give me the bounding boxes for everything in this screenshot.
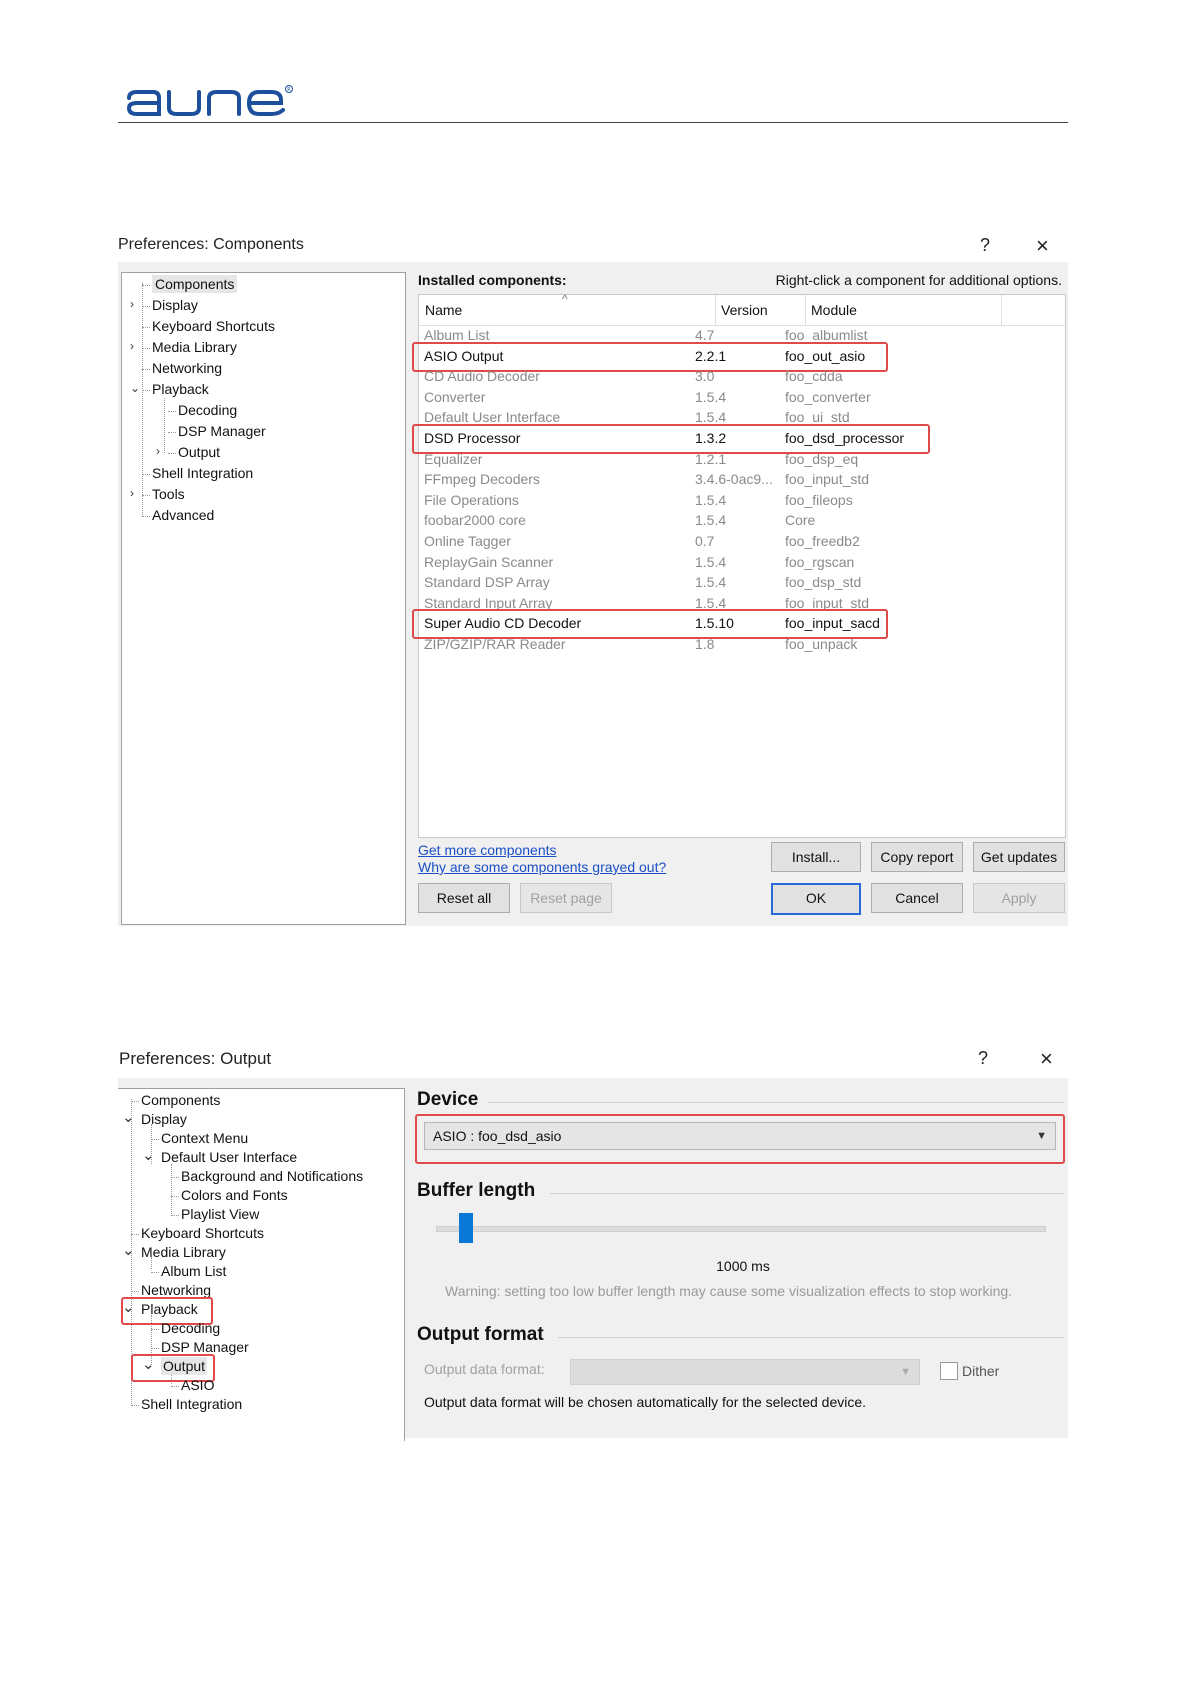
table-row[interactable] <box>419 448 1009 470</box>
get-updates-button[interactable]: Get updates <box>973 842 1065 872</box>
tree-item-dsp-manager[interactable]: DSP Manager <box>161 1339 249 1355</box>
tree-guide <box>142 390 150 391</box>
close-icon[interactable]: × <box>1040 1046 1053 1071</box>
tree-guide <box>168 453 176 454</box>
tree-item-networking[interactable]: Networking <box>152 360 223 376</box>
cell-name: Online Tagger <box>424 533 511 549</box>
cell-version: 1.5.4 <box>695 594 727 611</box>
close-icon[interactable]: × <box>1036 233 1049 258</box>
chevron-down-icon[interactable]: ⌄ <box>130 381 141 395</box>
help-icon[interactable]: ? <box>980 235 991 255</box>
output-format-note: Output data format will be chosen automatically for the selected device. <box>424 1394 867 1410</box>
cell-name: ASIO Output <box>424 347 504 364</box>
table-row[interactable] <box>419 489 1009 511</box>
column-version[interactable]: Version <box>715 295 806 325</box>
tree-item-shell-integration[interactable]: Shell Integration <box>152 465 254 481</box>
tree-guide <box>171 1177 179 1178</box>
device-select-value: ASIO : foo_dsd_asio <box>433 1128 562 1144</box>
tree-guide <box>142 285 150 286</box>
help-icon[interactable]: ? <box>978 1048 989 1068</box>
tree-item-components[interactable]: Components <box>141 1092 221 1108</box>
tree-guide <box>171 1386 179 1387</box>
aune-logo <box>125 84 295 120</box>
cell-version: 1.8 <box>695 636 715 652</box>
table-row[interactable] <box>419 365 1009 387</box>
tree-guide <box>131 1101 139 1102</box>
cell-module: foo_cdda <box>785 368 843 385</box>
cell-module: foo_dsp_std <box>785 574 862 591</box>
cell-version: 1.5.4 <box>695 491 727 508</box>
cell-module: foo_input_std <box>785 594 870 611</box>
cell-version: 4.7 <box>695 327 715 343</box>
tree-item-tools[interactable]: Tools <box>152 486 185 502</box>
table-row[interactable] <box>419 509 1009 531</box>
chevron-down-icon: ▼ <box>1036 1130 1047 1142</box>
cell-module: Core <box>785 512 816 529</box>
tree-item-playlist-view[interactable]: Playlist View <box>181 1206 260 1222</box>
cell-name: CD Audio Decoder <box>424 368 540 385</box>
tree-item-networking[interactable]: Networking <box>141 1282 212 1298</box>
cell-name: Default User Interface <box>424 409 561 426</box>
tree-guide <box>142 306 150 307</box>
dither-checkbox[interactable] <box>940 1362 958 1380</box>
cell-version: 1.2.1 <box>695 450 727 467</box>
cell-version: 1.5.4 <box>695 512 727 529</box>
output-format-heading: Output format <box>417 1324 544 1345</box>
cell-module: foo_dsp_eq <box>785 450 859 467</box>
buffer-slider-track[interactable] <box>436 1226 1046 1232</box>
tree-item-decoding[interactable]: Decoding <box>178 402 238 418</box>
cell-version: 1.5.4 <box>695 574 727 591</box>
tree-guide <box>168 411 176 412</box>
tree-item-shell-integration[interactable]: Shell Integration <box>141 1396 243 1412</box>
install-button[interactable]: Install... <box>771 842 861 872</box>
cell-module: foo_converter <box>785 388 871 405</box>
tree-item-dsp-manager[interactable]: DSP Manager <box>178 423 266 439</box>
tree-guide <box>142 283 143 515</box>
grayed-out-help-link[interactable]: Why are some components grayed out? <box>418 859 667 875</box>
chevron-right-icon[interactable]: › <box>130 297 134 311</box>
cell-module: foo_unpack <box>785 636 858 652</box>
cell-name: DSD Processor <box>424 430 521 446</box>
chevron-down-icon: ▼ <box>900 1366 911 1378</box>
reset-page-button: Reset page <box>520 883 612 913</box>
cell-name: FFmpeg Decoders <box>424 471 540 488</box>
sort-ascending-icon: ^ <box>562 292 568 306</box>
tree-guide <box>171 1196 179 1197</box>
cancel-button[interactable]: Cancel <box>871 883 963 913</box>
tree-guide <box>151 1329 159 1330</box>
dither-label: Dither <box>962 1363 1000 1379</box>
tree-item-media-library[interactable]: Media Library <box>152 339 237 355</box>
preferences-tree <box>121 272 406 925</box>
tree-item-context-menu[interactable]: Context Menu <box>161 1130 249 1146</box>
table-row[interactable] <box>419 551 1009 573</box>
format-divider <box>558 1337 1064 1338</box>
tree-guide <box>171 1215 179 1216</box>
tree-item-playback[interactable]: Playback <box>141 1301 198 1317</box>
components-list[interactable] <box>418 294 1066 838</box>
chevron-right-icon[interactable]: › <box>130 339 134 353</box>
apply-button: Apply <box>973 883 1065 913</box>
cell-name: ReplayGain Scanner <box>424 553 554 570</box>
cell-version: 1.5.4 <box>695 553 727 570</box>
tree-item-asio[interactable]: ASIO <box>181 1377 215 1393</box>
table-row[interactable] <box>419 530 1009 552</box>
cell-module: foo_ui_std <box>785 409 850 426</box>
chevron-down-icon[interactable]: ⌄ <box>122 1109 135 1126</box>
tree-guide <box>171 1164 172 1214</box>
tree-item-output[interactable]: Output <box>178 444 221 460</box>
column-module[interactable]: Module <box>805 295 1002 325</box>
table-row[interactable] <box>419 386 1009 408</box>
output-panel <box>118 1078 1068 1438</box>
table-row[interactable] <box>419 571 1009 593</box>
tree-item-decoding[interactable]: Decoding <box>161 1320 221 1336</box>
cell-name: Standard Input Array <box>424 594 553 611</box>
device-divider <box>488 1102 1064 1103</box>
device-heading: Device <box>417 1089 479 1110</box>
cell-module: foo_dsd_processor <box>785 430 905 446</box>
cell-version: 1.5.4 <box>695 388 727 405</box>
get-more-components-link[interactable]: Get more components <box>418 842 557 858</box>
cell-name: foobar2000 core <box>424 512 526 529</box>
chevron-down-icon[interactable]: ⌄ <box>122 1299 135 1316</box>
tree-item-components[interactable]: Components <box>152 275 237 293</box>
tree-item-keyboard-shortcuts[interactable]: Keyboard Shortcuts <box>152 318 275 334</box>
installed-components-label: Installed components: <box>418 272 567 288</box>
cell-module: foo_freedb2 <box>785 533 860 549</box>
cell-module: foo_input_sacd <box>785 615 880 632</box>
tree-guide <box>164 398 165 453</box>
tree-item-background-and-notifications[interactable]: Background and Notifications <box>181 1168 364 1184</box>
chevron-right-icon[interactable]: › <box>130 486 134 500</box>
tree-guide <box>142 327 150 328</box>
buffer-slider-thumb[interactable] <box>459 1213 473 1243</box>
tree-guide <box>142 516 150 517</box>
output-window-title: Preferences: Output <box>119 1049 272 1068</box>
chevron-down-icon[interactable]: ⌄ <box>122 1242 135 1259</box>
tree-item-keyboard-shortcuts[interactable]: Keyboard Shortcuts <box>141 1225 264 1241</box>
buffer-length-heading: Buffer length <box>417 1180 536 1201</box>
tree-item-display[interactable]: Display <box>152 297 198 313</box>
buffer-warning: Warning: setting too low buffer length may cause some visualization effects to stop working. <box>445 1283 1013 1299</box>
device-select[interactable] <box>424 1122 1056 1150</box>
tree-item-output[interactable]: Output <box>163 1358 206 1374</box>
copy-report-button[interactable]: Copy report <box>871 842 963 872</box>
cell-module: foo_out_asio <box>785 347 866 364</box>
cell-name: Super Audio CD Decoder <box>424 615 582 632</box>
tree-item-playback[interactable]: Playback <box>152 381 209 397</box>
tree-item-default-user-interface[interactable]: Default User Interface <box>161 1149 298 1165</box>
tree-item-colors-and-fonts[interactable]: Colors and Fonts <box>181 1187 288 1203</box>
cell-module: foo_input_std <box>785 471 870 488</box>
cell-module: foo_rgscan <box>785 553 855 570</box>
tree-guide <box>151 1139 159 1140</box>
cell-name: ZIP/GZIP/RAR Reader <box>424 636 566 652</box>
tree-guide <box>142 495 150 496</box>
cell-module: foo_fileops <box>785 491 853 508</box>
list-header <box>419 292 1065 326</box>
tree-item-display[interactable]: Display <box>141 1111 187 1127</box>
tree-guide <box>142 348 150 349</box>
cell-name: File Operations <box>424 491 519 508</box>
chevron-right-icon[interactable]: › <box>156 444 160 458</box>
buffer-divider <box>550 1193 1064 1194</box>
table-row[interactable] <box>419 633 1009 655</box>
output-data-format-label: Output data format: <box>424 1361 545 1377</box>
header-rule <box>118 122 1068 123</box>
ok-button[interactable]: OK <box>771 883 861 915</box>
components-hint: Right-click a component for additional options. <box>775 272 1062 288</box>
tree-guide <box>142 474 150 475</box>
tree-guide <box>151 1348 159 1349</box>
cell-version: 0.7 <box>695 533 715 549</box>
cell-name: Converter <box>424 388 486 405</box>
column-name[interactable]: Name <box>419 295 716 325</box>
components-panel <box>118 262 1068 926</box>
svg-text:R: R <box>287 87 291 94</box>
chevron-down-icon[interactable]: ⌄ <box>142 1356 155 1373</box>
table-row[interactable] <box>419 468 1009 490</box>
cell-name: Album List <box>424 327 490 343</box>
tree-guide <box>131 1405 139 1406</box>
cell-version: 3.4.6-0ac9... <box>695 471 773 488</box>
tree-guide <box>131 1234 139 1235</box>
buffer-value: 1000 ms <box>716 1258 770 1274</box>
chevron-down-icon[interactable]: ⌄ <box>142 1147 155 1164</box>
cell-version: 1.5.10 <box>695 615 734 632</box>
tree-guide <box>131 1291 139 1292</box>
tree-item-album-list[interactable]: Album List <box>161 1263 227 1279</box>
cell-module: foo_albumlist <box>785 327 868 343</box>
tree-item-advanced[interactable]: Advanced <box>152 507 215 523</box>
reset-all-button[interactable]: Reset all <box>418 883 510 913</box>
components-window-title: Preferences: Components <box>118 236 304 253</box>
cell-version: 2.2.1 <box>695 347 727 364</box>
cell-version: 1.5.4 <box>695 409 727 426</box>
cell-name: Equalizer <box>424 450 483 467</box>
output-data-format-select <box>570 1359 920 1385</box>
tree-guide <box>142 369 150 370</box>
tree-item-media-library[interactable]: Media Library <box>141 1244 226 1260</box>
cell-version: 1.3.2 <box>695 430 727 446</box>
cell-name: Standard DSP Array <box>424 574 550 591</box>
tree-guide <box>168 432 176 433</box>
cell-version: 3.0 <box>695 368 715 385</box>
